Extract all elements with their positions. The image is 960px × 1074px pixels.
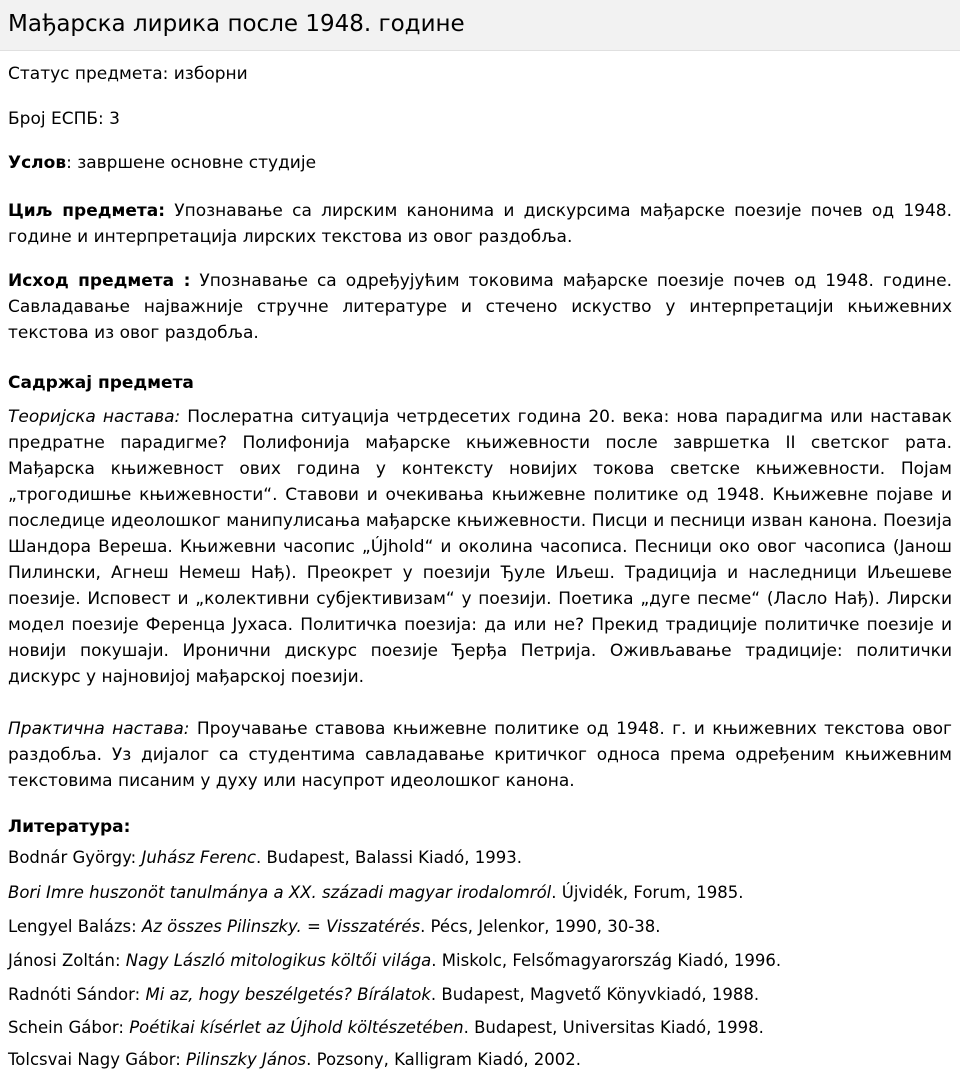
practice-label: Практична настава:: [8, 719, 190, 739]
literature-item: [8, 983, 759, 1007]
content-heading: Садржај предмета: [8, 373, 194, 393]
lit-publication: . Újvidék, Forum, 1985.: [551, 883, 744, 902]
lit-title: Nagy László mitologikus költői világa: [125, 951, 432, 970]
lit-publication: . Budapest, Balassi Kiadó, 1993.: [255, 848, 522, 867]
lit-publication: . Pécs, Jelenkor, 1990, 30-38.: [420, 917, 661, 936]
literature-item: [8, 915, 660, 939]
lit-author: Tolcsvai Nagy Gábor:: [8, 1050, 187, 1069]
lit-publication: . Budapest, Magvető Könyvkiadó, 1988.: [430, 985, 760, 1004]
lit-author: Lengyel Balázs:: [8, 917, 142, 936]
lit-title: Mi az, hogy beszélgetés? Bírálatok: [145, 985, 431, 1004]
lit-author: Schein Gábor:: [8, 1018, 130, 1037]
literature-item: [8, 846, 522, 870]
lit-title: Az összes Pilinszky. = Visszatérés: [141, 917, 421, 936]
condition-value: : завршене основне студије: [66, 153, 317, 173]
theory-label: Теоријска настава:: [8, 407, 181, 427]
lit-author: Jánosi Zoltán:: [8, 951, 126, 970]
outcome-text: Упознавање са одређујућим токовима мађарске поезије почев од 1948. године. Савладавање најважније стручне литературе и стечено искуство у интерпретацији књижевних текстова из овог раздобља.: [8, 271, 952, 343]
lit-publication: . Miskolc, Felsőmagyarország Kiadó, 1996.: [431, 951, 782, 970]
lit-title: Juhász Ferenc: [141, 848, 256, 867]
lit-title: Pilinszky János: [186, 1050, 307, 1069]
title-bar: [0, 0, 960, 51]
ects-credits: Број ЕСПБ: 3: [8, 109, 120, 129]
practice-content: [8, 716, 952, 794]
literature-item: [8, 1016, 764, 1040]
literature-item: [8, 881, 743, 905]
goal-label: Циљ предмета:: [8, 201, 166, 221]
page-title: Мађарска лирика после 1948. године: [8, 11, 465, 37]
course-goal: [8, 198, 952, 250]
theory-content: [8, 404, 952, 690]
goal-text: Упознавање са лирским канонима и дискурсима мађарске поезије почев од 1948. године и интерпретација лирских текстова из овог раздобља.: [8, 201, 952, 247]
lit-title: Bori Imre huszonöt tanulmánya a XX. századi magyar irodalomról: [8, 883, 552, 902]
lit-author: Radnóti Sándor:: [8, 985, 146, 1004]
course-condition: [8, 151, 316, 175]
lit-title: Poétikai kísérlet az Újhold költészetében: [129, 1018, 464, 1037]
lit-author: Bodnár György:: [8, 848, 142, 867]
practice-text: Проучавање ставова књижевне политике од 1948. г. и књижевних текстова овог раздобља. Уз дијалог са студентима савладавање критичког односа према одређеним књижевним текстовима писаним у духу или насупрот идеолошког канона.: [8, 719, 952, 791]
literature-item: [8, 1048, 581, 1072]
theory-text: Послератна ситуација четрдесетих година 20. века: нова парадигма или наставак предратне парадигме? Полифонија мађарске књижевности после завршетка II светског рата. Мађарска књижевност ових година у контексту новијих токова светске књижевности. Појам „трогодишње књижевности“. Ставови и очекивања књижевне политике од 1948. Књижевне појаве и последице идеолошког манипулисања мађарске књижевности. Писци и песници изван канона. Поезија Шандора Вереша. Књижевни часопис „Újhold“ и околина часописа. Песници око овог часописа (Јанош Пилински, Агнеш Немеш Нађ). Преокрет у поезији Ђуле Иљеш. Традиција и наследници Иљешеве поезије. Исповест и „колективни субјективизам“ у поезији. Поетика „дуге песме“ (Ласло Нађ). Лирски модел поезије Ференца Јухаса. Политичка поезија: да или не? Прекид традиције политичке поезије и новији покушаји. Иронични дискурс поезије Ђерђа Петрија. Оживљавање традиције: политички дискурс у најновијој мађарској поезији.: [8, 407, 953, 687]
literature-heading: Литература:: [8, 817, 131, 837]
course-outcome: [8, 268, 952, 346]
outcome-label: Исход предмета :: [8, 271, 191, 291]
condition-label: Услов: [8, 153, 67, 173]
lit-publication: . Budapest, Universitas Kiadó, 1998.: [463, 1018, 764, 1037]
lit-publication: . Pozsony, Kalligram Kiadó, 2002.: [306, 1050, 582, 1069]
literature-item: [8, 949, 781, 973]
course-status: Статус предмета: изборни: [8, 64, 248, 84]
